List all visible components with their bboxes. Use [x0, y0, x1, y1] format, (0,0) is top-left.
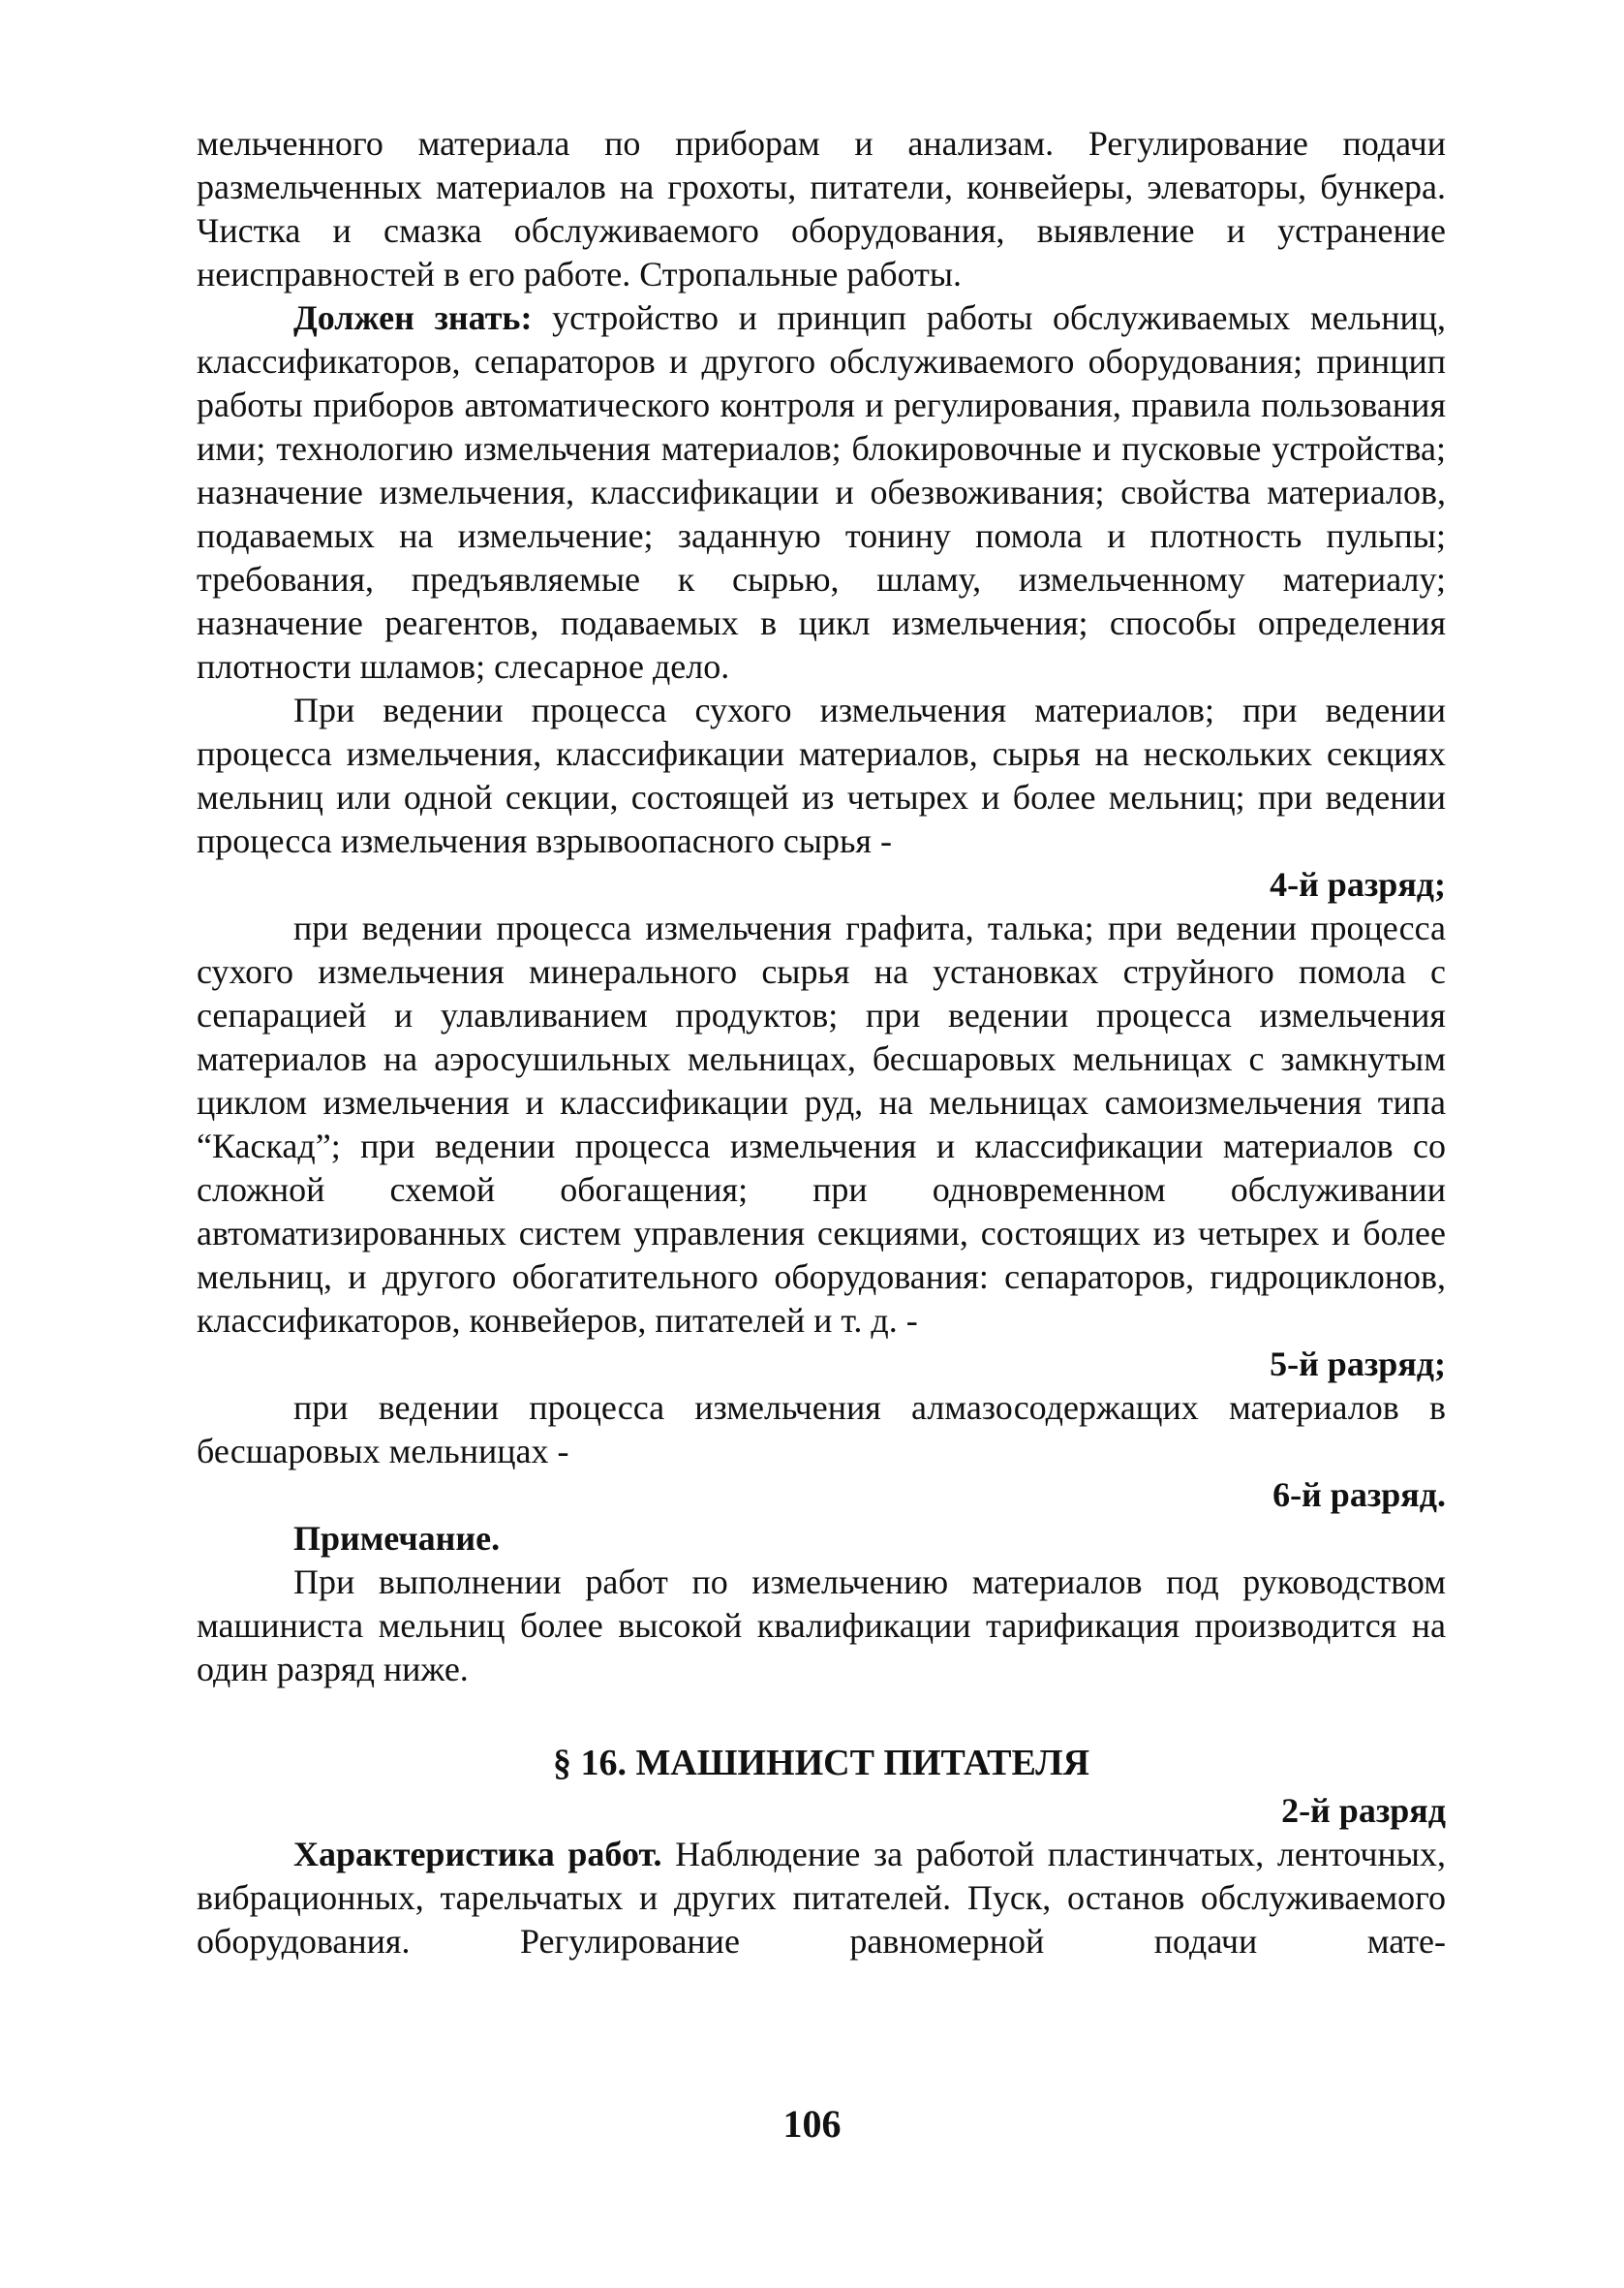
paragraph-grade4-conditions: При ведении процесса сухого измельчения материалов; при ведении процесса измельчения, классификации материалов, сырья на нескольких секциях мельниц или одной секции, состоящей из четырех и более мельниц; при ведении процесса измельчения взрывоопасного сырья -: [197, 691, 1446, 860]
page-content: [197, 122, 1446, 1963]
note-title: Примечание.: [293, 1519, 501, 1558]
grade-4-label: 4-й разряд;: [1270, 865, 1446, 904]
paragraph-grinding-control: мельченного материала по приборам и анализам. Регулирование подачи размельченных материалов на грохоты, питатели, конвейеры, элеваторы, бункера. Чистка и смазка обслуживаемого оборудования, выявление и устранение неисправностей в его работе. Стропальные работы.: [197, 124, 1446, 294]
grade-5-label: 5-й разряд;: [1270, 1345, 1446, 1383]
note-text: При выполнении работ по измельчению материалов под руководством машиниста мельниц более высокой квалификации тарификация производится на один разряд ниже.: [197, 1562, 1446, 1688]
section-grade: 2-й разряд: [1281, 1791, 1446, 1830]
work-characteristics-label: Характеристика работ.: [293, 1835, 662, 1873]
page-number: 106: [782, 2102, 842, 2146]
work-characteristics-text: Наблюдение за работой пластинчатых, ленточных, вибрационных, тарельчатых и других питателей. Пуск, останов обслуживаемого оборудования. Регулирование равномерной подачи мате-: [197, 1835, 1446, 1961]
must-know-text: устройство и принцип работы обслуживаемых мельниц, классификаторов, сепараторов и другого обслуживаемого оборудования; принцип работы приборов автоматического контроля и регулирования, правила пользования ими; технологию измельчения материалов; блокировочные и пусковые устройства; назначение измельчения, классификации и обезвоживания; свойства материалов, подаваемых на измельчение; заданную тонину помола и плотность пульпы; требования, предъявляемые к сырью, шламу, измельченному материалу; назначение реагентов, подаваемых в цикл измельчения; способы определения плотности шламов; слесарное дело.: [197, 298, 1446, 686]
paragraph-work-characteristics: [197, 1833, 1446, 1963]
paragraph-grade6-conditions: при ведении процесса измельчения алмазосодержащих материалов в бесшаровых мельницах -: [197, 1388, 1446, 1470]
paragraph-grade5-conditions: при ведении процесса измельчения графита, талька; при ведении процесса сухого измельчения минерального сырья на установках струйного помола с сепарацией и улавливанием продуктов; при ведении процесса измельчения материалов на аэросушильных мельницах, бесшаровых мельницах с замкнутым циклом измельчения и классификации руд, на мельницах самоизмельчения типа “Каскад”; при ведении процесса измельчения и классификации материалов со сложной схемой обогащения; при одновременном обслуживании автоматизированных систем управления секциями, состоящих из четырех и более мельниц, и другого обогатительного оборудования: сепараторов, гидроциклонов, классификаторов, конвейеров, питателей и т. д. -: [197, 909, 1446, 1340]
paragraph-must-know: [197, 296, 1446, 689]
grade-6-label: 6-й разряд.: [1272, 1475, 1446, 1514]
section-title: § 16. МАШИНИСТ ПИТАТЕЛЯ: [552, 1743, 1090, 1783]
must-know-label: Должен знать:: [293, 298, 533, 337]
